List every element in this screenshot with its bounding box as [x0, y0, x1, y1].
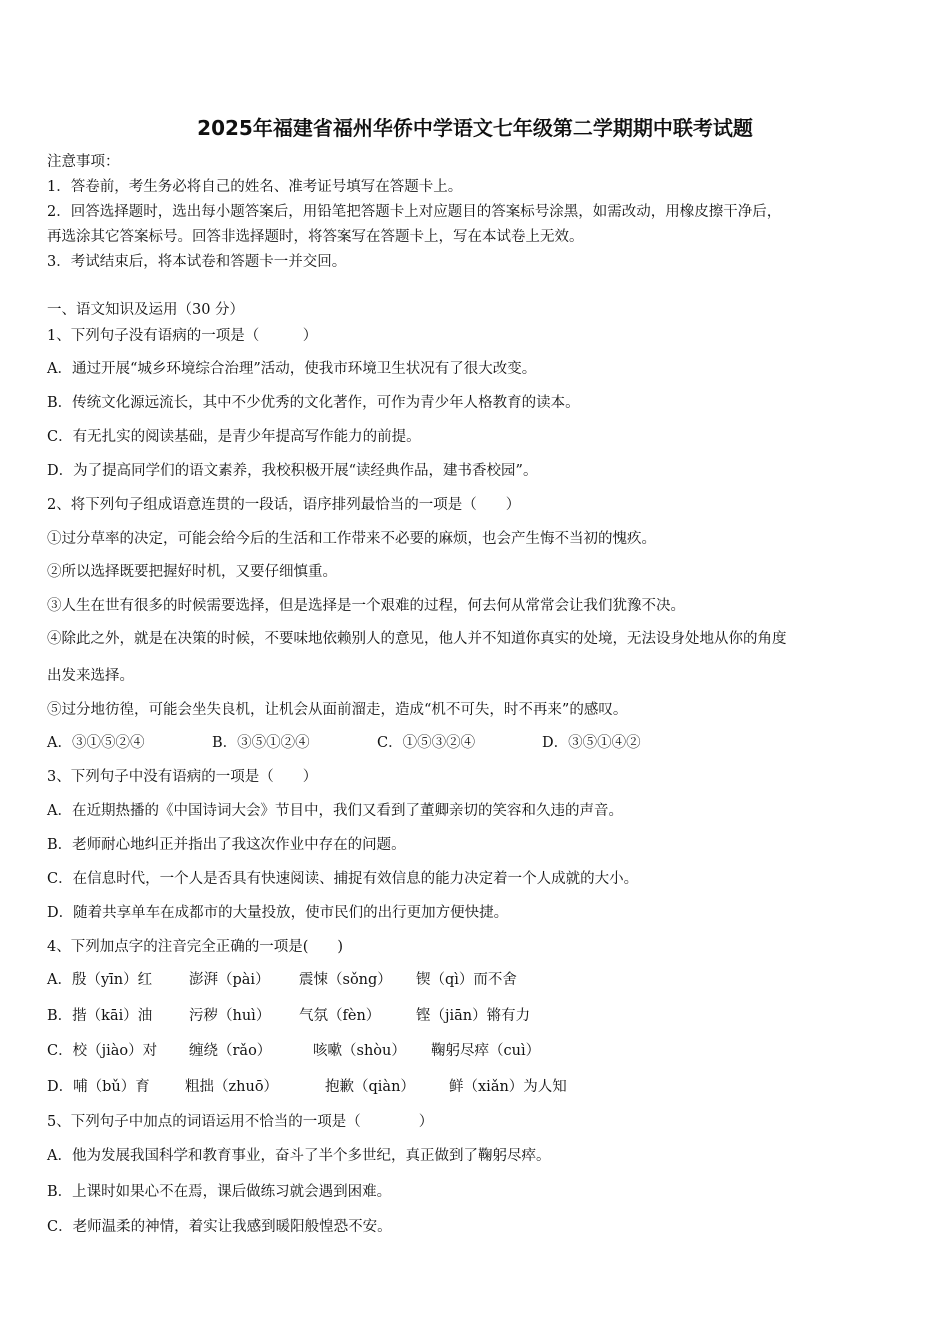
question-stem: 3、下列句子中没有语病的一项是（ ）: [47, 769, 318, 785]
question-option: A．通过开展“城乡环境综合治理”活动，使我市环境卫生状况有了很大改变。: [47, 361, 537, 377]
pinyin-item: C．校（jiào）对: [47, 1043, 158, 1059]
question-option: A．他为发展我国科学和教育事业，奋斗了半个多世纪，真正做到了鞠躬尽瘁。: [47, 1148, 551, 1164]
option-row: [47, 1041, 540, 1061]
pinyin-item: 缠绕（rǎo）: [189, 1043, 272, 1059]
pinyin-item: A．殷（yīn）红: [47, 972, 153, 988]
notice-item: 3．考试结束后，将本试卷和答题卡一并交回。: [47, 254, 347, 270]
option-row: [47, 970, 517, 990]
question-option: D．随着共享单车在成都市的大量投放，使市民们的出行更加方便快捷。: [47, 905, 509, 921]
pinyin-item: 震悚（sǒng）: [299, 972, 392, 988]
notice-item: 1．答卷前，考生务必将自己的姓名、准考证号填写在答题卡上。: [47, 179, 463, 195]
pinyin-item: 咳嗽（shòu）: [313, 1043, 406, 1059]
notice-heading: 注意事项：: [47, 154, 120, 170]
question-stem: 1、下列句子没有语病的一项是（ ）: [47, 328, 318, 344]
notice-item: 2．回答选择题时，选出每小题答案后，用铅笔把答题卡上对应题目的答案标号涂黑，如需改动，用橡皮擦干净后，: [47, 204, 782, 220]
sentence-item-continued: 出发来选择。: [47, 668, 134, 684]
sentence-item: ③人生在世有很多的时候需要选择，但是选择是一个艰难的过程，何去何从常常会让我们犹豫不决。: [47, 598, 685, 614]
pinyin-item: 鲜（xiǎn）为人知: [449, 1079, 567, 1095]
pinyin-item: 气氛（fèn）: [299, 1008, 381, 1024]
pinyin-item: 锲（qì）而不舍: [416, 972, 517, 988]
question-option: A．在近期热播的《中国诗词大会》节目中，我们又看到了董卿亲切的笑容和久违的声音。: [47, 803, 623, 819]
pinyin-item: 污秽（huì）: [189, 1008, 271, 1024]
option-a: A．③①⑤②④: [47, 735, 145, 751]
question-option: B．老师耐心地纠正并指出了我这次作业中存在的问题。: [47, 837, 406, 853]
question-option: B．传统文化源远流长，其中不少优秀的文化著作，可作为青少年人格教育的读本。: [47, 395, 580, 411]
option-c: C．①⑤③②④: [377, 735, 476, 751]
option-row: [47, 1077, 567, 1097]
sentence-item: ⑤过分地彷徨，可能会坐失良机，让机会从面前溜走，造成“机不可失，时不再来”的感叹。: [47, 702, 628, 718]
question-stem: 4、下列加点字的注音完全正确的一项是( ): [47, 939, 344, 955]
question-stem: 5、下列句子中加点的词语运用不恰当的一项是（ ）: [47, 1114, 434, 1130]
pinyin-item: 澎湃（pài）: [189, 972, 270, 988]
pinyin-item: D．哺（bǔ）育: [47, 1079, 150, 1095]
pinyin-item: 鞠躬尽瘁（cuì）: [431, 1043, 541, 1059]
question-option: C．有无扎实的阅读基础，是青少年提高写作能力的前提。: [47, 429, 421, 445]
pinyin-item: 抱歉（qiàn）: [325, 1079, 415, 1095]
page-title: 2025年福建省福州华侨中学语文七年级第二学期期中联考试题: [197, 116, 753, 140]
option-b: B．③⑤①②④: [212, 735, 310, 751]
sentence-item: ①过分草率的决定，可能会给今后的生活和工作带来不必要的麻烦，也会产生悔不当初的愧疚。: [47, 531, 656, 547]
option-row: [47, 1006, 530, 1026]
question-option: D．为了提高同学们的语文素养，我校积极开展“读经典作品，建书香校园”。: [47, 463, 538, 479]
option-row: [47, 733, 641, 753]
sentence-item: ④除此之外，就是在决策的时候，不要味地依赖别人的意见，他人并不知道你真实的处境，无法设身处地从你的角度: [47, 631, 787, 647]
notice-item: 再选涂其它答案标号。回答非选择题时，将答案写在答题卡上，写在本试卷上无效。: [47, 229, 584, 245]
section-heading: 一、语文知识及运用（30 分）: [47, 302, 245, 318]
pinyin-item: B．揩（kāi）油: [47, 1008, 153, 1024]
question-option: C．在信息时代，一个人是否具有快速阅读、捕捉有效信息的能力决定着一个人成就的大小。: [47, 871, 639, 887]
question-option: C．老师温柔的神情，着实让我感到暖阳般惶恐不安。: [47, 1219, 392, 1235]
question-option: B．上课时如果心不在焉，课后做练习就会遇到困难。: [47, 1184, 392, 1200]
option-d: D．③⑤①④②: [542, 735, 641, 751]
sentence-item: ②所以选择既要把握好时机，又要仔细慎重。: [47, 564, 337, 580]
pinyin-item: 粗拙（zhuō）: [185, 1079, 279, 1095]
pinyin-item: 铿（jiān）锵有力: [416, 1008, 531, 1024]
question-stem: 2、将下列句子组成语意连贯的一段话，语序排列最恰当的一项是（ ）: [47, 497, 521, 513]
